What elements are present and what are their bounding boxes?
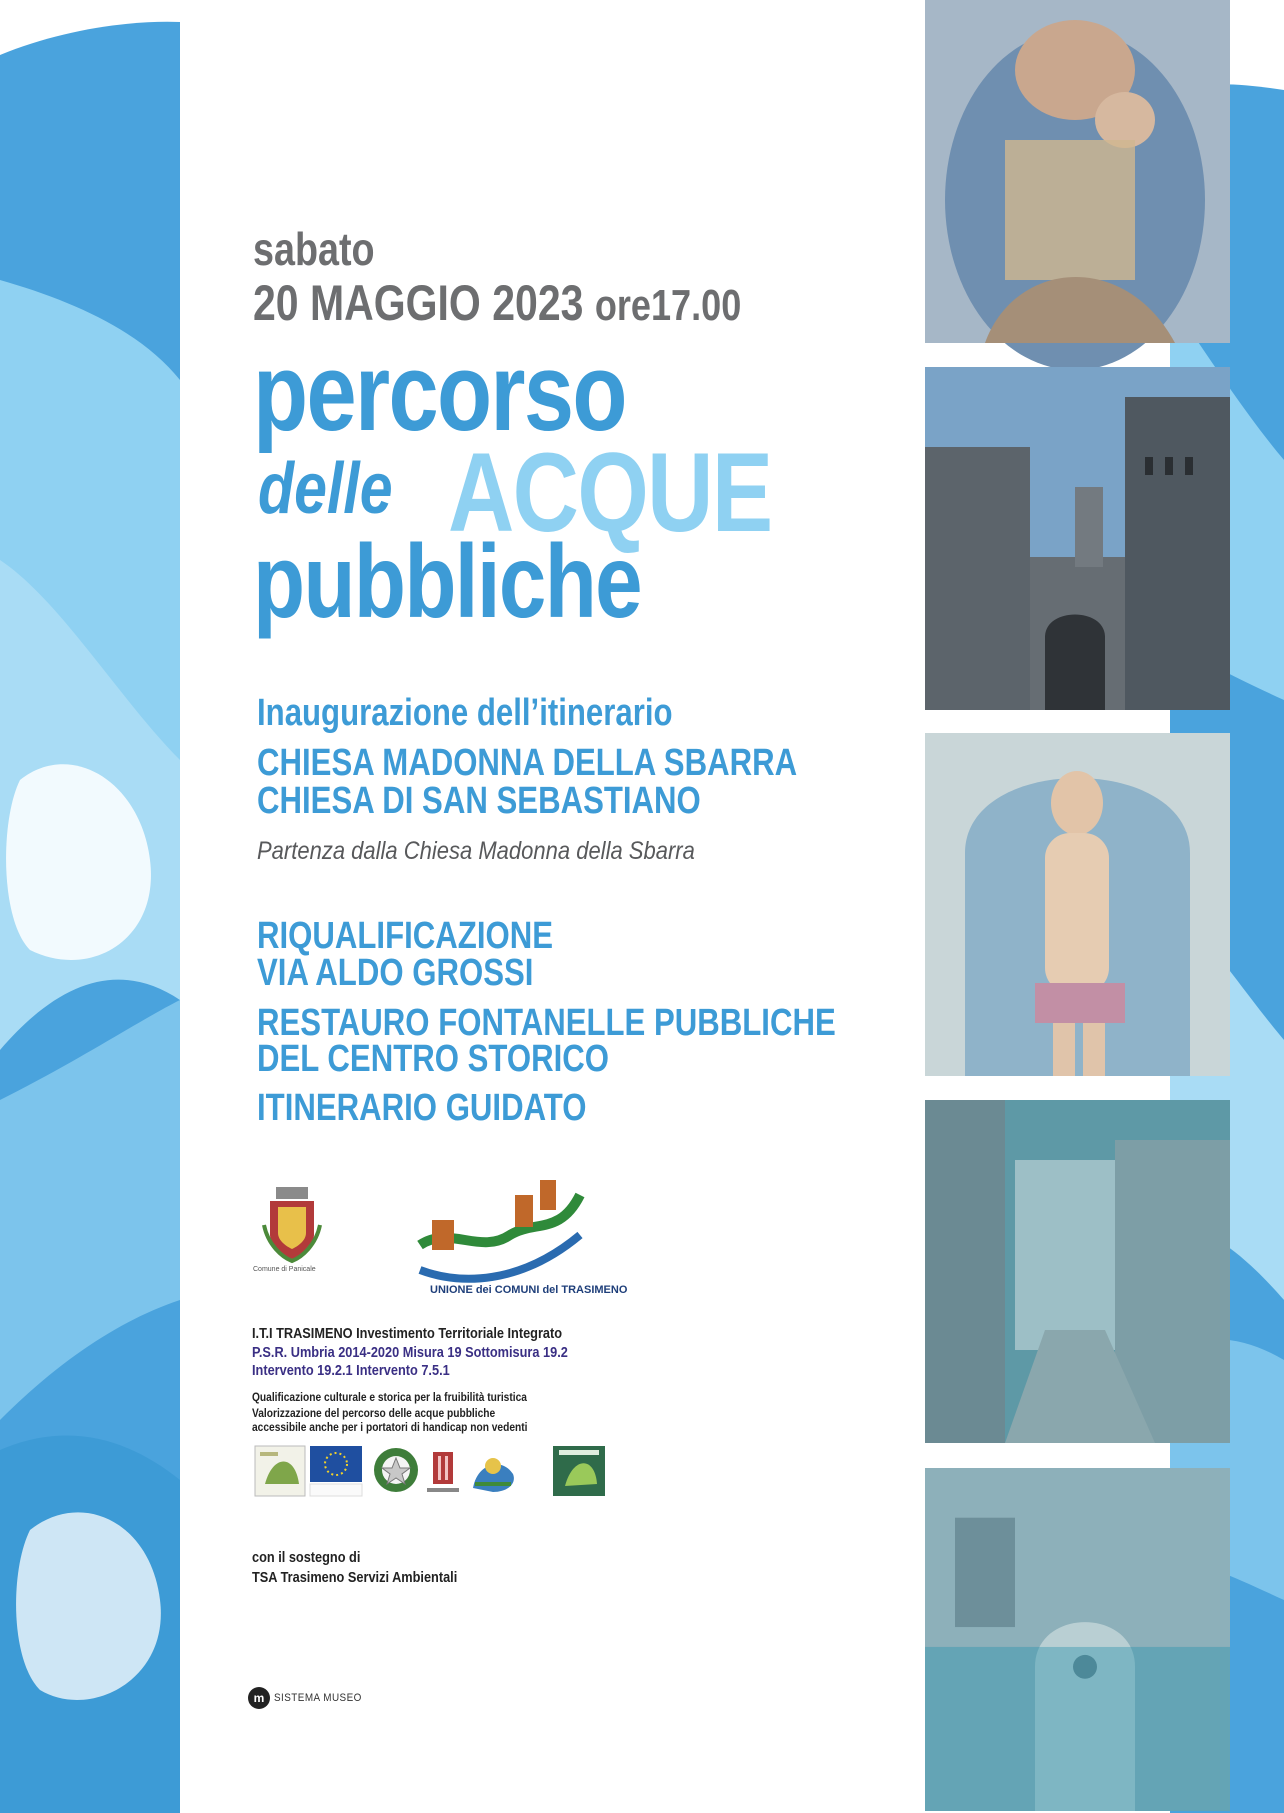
title-line-2-caps: ACQUE <box>448 430 772 555</box>
event-day: sabato <box>253 223 375 275</box>
support-label: con il sostegno di <box>252 1549 361 1566</box>
title-line-3: pubbliche <box>253 524 641 640</box>
church-1: CHIESA MADONNA DELLA SBARRA <box>257 742 798 784</box>
event-time: 17.00 <box>650 281 742 330</box>
inauguration-heading: Inaugurazione dell’itinerario <box>257 692 673 734</box>
event-time-prefix: ore <box>594 281 651 330</box>
sistema-museo-label: SISTEMA MUSEO <box>274 1692 362 1704</box>
project-desc-line-2: Valorizzazione del percorso delle acque pubbliche <box>252 1406 496 1420</box>
comune-label: Comune di Panicale <box>253 1266 316 1273</box>
svg-text:m: m <box>253 1691 265 1705</box>
funding-logos-row <box>255 1444 610 1500</box>
leader-logo <box>553 1446 605 1496</box>
riqualificazione-line-2: VIA ALDO GROSSI <box>257 952 534 994</box>
support-organization: TSA Trasimeno Servizi Ambientali <box>252 1569 458 1586</box>
psr-umbria-logo <box>255 1446 305 1496</box>
project-desc-line-1: Qualificazione culturale e storica per la fruibilità turistica <box>252 1390 527 1404</box>
psr-line-1: P.S.R. Umbria 2014-2020 Misura 19 Sottomisura 19.2 <box>252 1344 568 1361</box>
left-wave-decoration <box>0 0 180 1813</box>
italian-republic-emblem <box>374 1448 418 1492</box>
title-line-1: percorso <box>253 331 626 454</box>
sistema-museo-icon <box>248 1687 270 1709</box>
itinerario-guidato: ITINERARIO GUIDATO <box>257 1087 587 1129</box>
iti-title: I.T.I TRASIMENO Investimento Territoriale Integrato <box>252 1325 563 1342</box>
madonna-fresco-photo <box>925 0 1230 343</box>
san-sebastiano-fresco-photo <box>925 733 1230 1076</box>
departure-note: Partenza dalla Chiesa Madonna della Sbarra <box>257 837 695 865</box>
restauro-line-1: RESTAURO FONTANELLE PUBBLICHE <box>257 1002 836 1044</box>
gal-trasimeno-logo <box>473 1458 514 1492</box>
church-2: CHIESA DI SAN SEBASTIANO <box>257 780 701 822</box>
title-line-2-italic: delle <box>258 449 393 529</box>
comune-coat-of-arms-logo <box>262 1185 322 1265</box>
castle-towers-photo <box>925 367 1230 710</box>
village-street-photo <box>925 1100 1230 1443</box>
project-desc-line-3: accessibile anche per i portatori di handicap non vedenti <box>252 1420 528 1434</box>
eu-flag-logo <box>310 1446 362 1496</box>
unione-logo-text: UNIONE dei COMUNI del TRASIMENO <box>430 1284 628 1296</box>
regione-umbria-logo <box>427 1452 459 1492</box>
event-date-text: 20 MAGGIO 2023 <box>253 275 584 331</box>
psr-line-2: Intervento 19.2.1 Intervento 7.5.1 <box>252 1362 450 1379</box>
event-date <box>253 274 741 332</box>
unione-comuni-trasimeno-logo <box>410 1175 628 1300</box>
riqualificazione-line-1: RIQUALIFICAZIONE <box>257 915 554 957</box>
fountain-wall-photo <box>925 1468 1230 1811</box>
restauro-line-2: DEL CENTRO STORICO <box>257 1038 610 1080</box>
